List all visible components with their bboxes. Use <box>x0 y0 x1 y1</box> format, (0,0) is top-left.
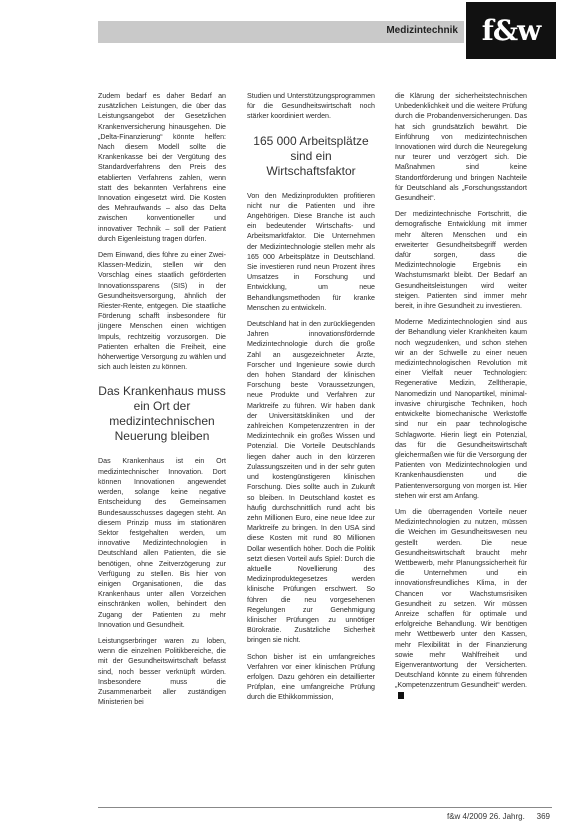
paragraph: Schon bisher ist ein umfangreiches Verfahren vor einer klinischen Prüfung erfolgen. Dazu gehören ein detaillierter Prüfplan, eine umfangreiche Prüfung durch die Ethikkommission, <box>247 652 375 702</box>
paragraph: Der medizintechnische Fortschritt, die demografische Entwicklung mit immer mehr älteren Menschen und ein erweiterter Gesundheitsbegriff werden dafür sorgen, dass die Medizintechnologie Ergebnis ein Wachstumsmarkt bleibt. Der Bedarf an Gesundheitsleistungen wird weiter steigen. Patienten sind immer mehr bereit, in ihre Gesundheit zu investieren. <box>395 210 527 311</box>
paragraph: Von den Medizinprodukten profitieren nicht nur die Patienten und ihre Angehörigen. Diese Branche ist auch ein bedeutender Wirtschafts- und Arbeitsmarktfaktor. Die Unternehmen der Medizintechnologie stellen mehr als 165 000 Arbeitsplätze in Deutschland. Sie investieren rund neun Prozent ihres Umsatzes in Forschung und Entwicklung, um neue Behandlungsmethoden für kranke Menschen zu entwickeln. <box>247 191 375 312</box>
subheading: Das Krankenhaus muss ein Ort der medizintechnischen Neuerung bleiben <box>98 384 226 444</box>
column-3 <box>395 91 527 707</box>
footer-rule <box>98 807 552 808</box>
fw-logo: f&w <box>466 2 556 59</box>
paragraph: die Klärung der sicherheitstechnischen Unbedenklichkeit und die weitere Prüfung durch die Probandenversicherungen. Das hat sich grundsätzlich bewährt. Die Einführung von medizintechnischen Innovationen wird durch die Neuregelung nur teurer und verzögert sich. Die Maßnahmen sind keine Standortförderung und bringen Nachteile für Deutschland als „Forschungsstandort Gesundheit“. <box>395 92 527 203</box>
paragraph: Deutschland hat in den zurückliegenden Jahren innovationsfördernde Medizintechnologie durch die große Zahl an ausgezeichneter Ärzte, Forscher und Ingenieure sowie durch den hohen Standard der klinischen Forschung beste Voraussetzungen, neue Produkte und Verfahren zur Marktreife zu führen. Wir haben dank der Universitätskliniken und der zahlreichen Kompetenzzentren in der Medizintechnik ein großes Wissen und Potenzial. Die Vorteile Deutschlands liegen daher auch in den kürzeren Zulassungszeiten und in der sehr guten und kostengünstigeren klinischen Forschung. Dies sollte auch in Zukunft so bleiben. In Deutschland kostet es häufig durchschnittlich rund acht bis zehn Millionen Euro, eine neue Idee zur Marktreife zu bringen. In den USA sind diese Kosten mit rund 80 Millionen Dollar wesentlich höher. Doch die Politik setzt diesen Vorteil aufs Spiel: Durch die aktuelle Novellierung des Medizinproduktegesetzes werden klinische Prüfungen erschwert. So führen die neu vorgesehenen Regelungen zur Genehmigung klinischer Prüfungen zu unnötiger Bürokratie. Zusätzliche Sicherheit bringen sie nicht. <box>247 320 375 645</box>
paragraph: Das Krankenhaus ist ein Ort medizintechnischer Innovation. Dort können Innovationen angewendet werden, solange keine negative Entscheidung des Gemeinsamen Bundesausschusses dagegen steht. An diesem Prinzip muss im stationären Sektor festgehalten werden, um innovative Medizintechnologien in Deutschland allen Patienten, die sie benötigen, ohne Zeitverzögerung zur Verfügung zu stellen. Bis hier von einigen Organisationen, die das Krankenhaus unter allen Vorzeichen einschränken wollen, behindert den Zugang der Patienten zu mehr Innovation und Gesundheit. <box>98 457 226 629</box>
footer-issue: f&w 4/2009 26. Jahrg. <box>447 812 525 821</box>
subheading: 165 000 Arbeitsplätze sind ein Wirtschaftsfaktor <box>253 133 369 178</box>
column-1 <box>98 91 226 713</box>
paragraph: Zudem bedarf es daher Bedarf an zusätzlichen Leistungen, die über das Leistungsangebot der Gesetzlichen Krankenversicherung hinausgehen. Die „Delta-Finanzierung“ könnte helfen: Nach diesem Modell sollte die Krankenkasse bei der Vergütung des Standardverfahrens den Preis des etablierten Verfahrens zahlen, wenn statt des bekannten Verfahrens eine Innovation eingesetzt wird. Die Kosten des Mehraufwands – also das Delta zwischen konventioneller und innovativer Technik – soll der Patient durch Eigenleistung tragen dürfen. <box>98 92 226 243</box>
section-title: Medizintechnik <box>386 25 458 36</box>
paragraph: Dem Einwand, dies führe zu einer Zwei-Klassen-Medizin, stellen wir den Vorschlag eines staatlich geförderten Innovationssparens (SIS) in der Gesundheitsversorgung, ähnlich der Riester-Rente, entgegen. Die staatliche Förderung schafft insbesondere für jüngere Menschen einen wichtigen Impuls, rechtzeitig vorzusorgen. Die Patienten erhalten die Freiheit, eine höherwertige Versorgung zu wählen und sich auch leisten zu können. <box>98 251 226 372</box>
column-2 <box>247 91 375 709</box>
paragraph <box>395 507 527 701</box>
end-mark-icon <box>398 692 404 699</box>
paragraph: Studien und Unterstützungsprogrammen für die Gesundheitswirtschaft noch stärker koordiniert werden. <box>247 92 375 121</box>
page-number: 369 <box>536 812 550 821</box>
header-bar <box>98 21 464 43</box>
paragraph: Leistungserbringer waren zu loben, wenn die einzelnen Politikbereiche, die mit der Gesundheitswirtschaft befasst sind, noch besser verknüpft würden. Insbesondere muss die Zusammenarbeit aller zuständigen Ministerien bei <box>98 636 226 707</box>
paragraph-text: Um die überragenden Vorteile neuer Medizintechnologien zu nutzen, müssen die Weichen im Gesundheitswesen neu gestellt werden. Die neue Gesundheitswirtschaft braucht mehr Wettbewerb, mehr Planungssicherheit für die Unternehmen und ein innovationsfreundliches Klima, in der Chancen vor Wachstumsrisiken Gesundheit zu setzen. Wir müssen Anreize schaffen für optimale und erfolgreiche Behandlung. Wir benötigen mehr Wettbewerb unter den Kassen, mehr Flexibilität in der Finanzierung sowie mehr Wahlfreiheit und Eigenverantwortung der Versicherten. Deutschland könnte zu einem führenden „Kompetenzzentrum Gesundheit“ werden. <box>395 507 527 690</box>
paragraph: Moderne Medizintechnologien sind aus der Behandlung vieler Krankheiten kaum noch wegzudenken, und schon stehen wir an der Schwelle zu einer neuen medizintechnologischen Revolution mit einer Vielfalt neuer Technologien: Regenerative Medizin, Zelltherapie, Nanomedizin und Nanopartikel, minimal-invasive chirurgische Techniken, hoch entwickelte biomechanische Werkstoffe sind nur ein paar technologische Schlagworte. Hierin liegt ein Potenzial, das für die Gesundheitswirtschaft gleichermaßen wie für die Versorgung der Patienten von Medizintechnologien und Krankenhausdiensten und die Patientenversorgung von morgen ist. Hier stehen wir erst am Anfang. <box>395 318 527 500</box>
